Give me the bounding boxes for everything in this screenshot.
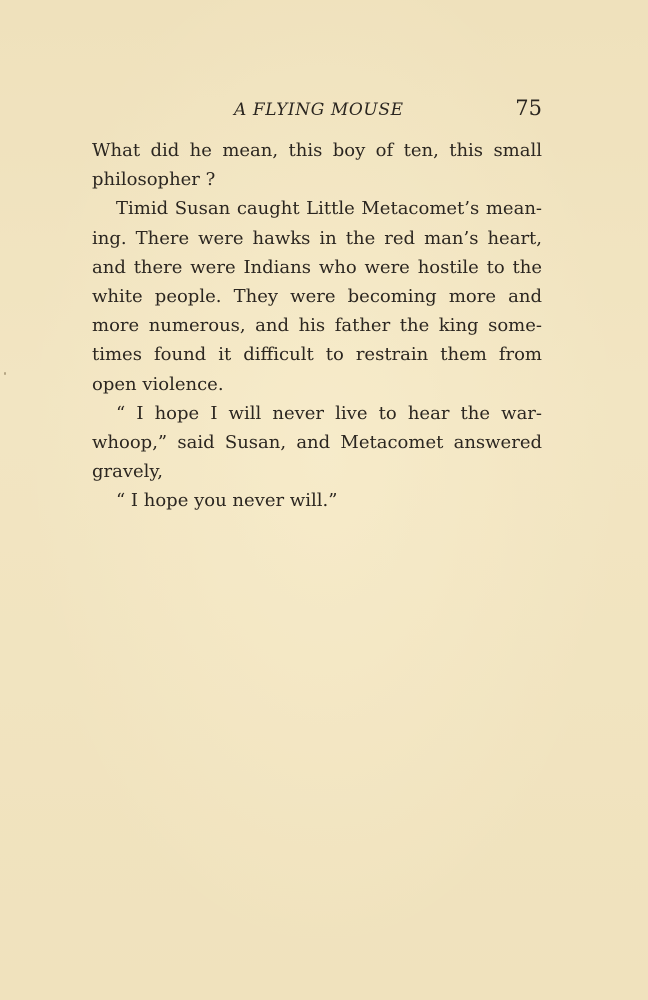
text-line: and there were Indians who were hostile to the [92, 256, 542, 278]
paragraph-2 [92, 194, 542, 398]
text-line: ing. There were hawks in the red man’s heart, [92, 227, 542, 249]
text-line: Timid Susan caught Little Metacomet’s mean- [116, 198, 542, 220]
text-line: white people. They were becoming more and [92, 286, 542, 308]
paragraph-1 [92, 136, 542, 194]
text-line: times found it difficult to restrain them from [92, 344, 542, 366]
text-line: whoop,” said Susan, and Metacomet answered [92, 432, 542, 454]
paragraph-4 [92, 486, 542, 515]
body-text [92, 136, 542, 516]
text-line: “ I hope I will never live to hear the war- [116, 402, 542, 424]
running-title: A FLYING MOUSE [234, 100, 404, 120]
text-line: gravely, [92, 461, 163, 483]
text-line: What did he mean, this boy of ten, this small [92, 140, 542, 161]
paper-speck [4, 372, 6, 375]
text-line: open violence. [92, 373, 224, 395]
text-line: “ I hope you never will.” [116, 490, 338, 512]
paragraph-3 [92, 399, 542, 487]
running-head [92, 98, 542, 128]
text-line: more numerous, and his father the king some- [92, 315, 542, 337]
text-line: philosopher ? [92, 169, 216, 191]
page-number: 75 [515, 96, 542, 120]
